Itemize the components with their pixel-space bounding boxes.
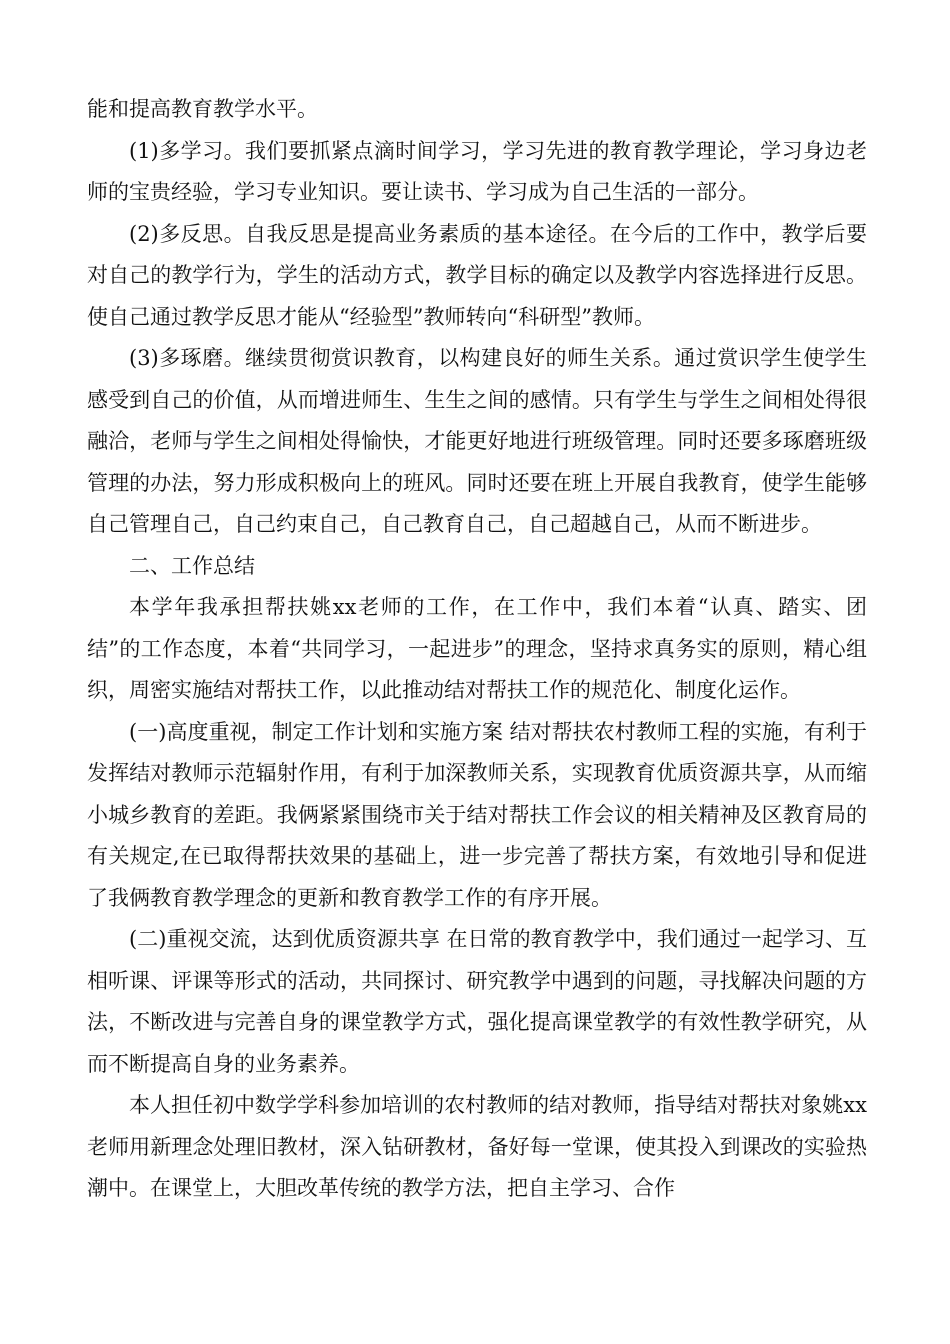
section-heading-work-summary: 二、工作总结 <box>129 553 255 578</box>
paragraph-ponder-more: (3)多琢磨。继续贯彻赏识教育，以构建良好的师生关系。通过赏识学生使学生感受到自己的价值，从而增进师生、生生之间的感情。只有学生与学生之间相处得很融洽，老师与学生之间相处得愉快，才能更好地进行班级管理。同时还要多琢磨班级管理的办法，努力形成积极向上的班风。同时还要在班上开展自我教育，使学生能够自己管理自己，自己约束自己，自己教育自己，自己超越自己，从而不断进步。 <box>87 346 867 536</box>
paragraph-exchange: (二)重视交流，达到优质资源共享 在日常的教育教学中，我们通过一起学习、互相听课、评课等形式的活动，共同探讨、研究教学中遇到的问题，寻找解决问题的方法，不断改进与完善自身的课堂教学方式，强化提高课堂教学的有效性教学研究，从而不断提高自身的业务素养。 <box>87 927 867 1076</box>
paragraph-mentoring: 本人担任初中数学学科参加培训的农村教师的结对教师，指导结对帮扶对象姚xx老师用新理念处理旧教材，深入钻研教材，备好每一堂课，使其投入到课改的实验热潮中。在课堂上，大胆改革传统的教学方法，把自主学习、合作 <box>87 1093 867 1200</box>
paragraph-attach-importance: (一)高度重视，制定工作计划和实施方案 结对帮扶农村教师工程的实施，有利于发挥结对教师示范辐射作用，有利于加深教师关系，实现教育优质资源共享，从而缩小城乡教育的差距。我俩紧紧围绕市关于结对帮扶工作会议的相关精神及区教育局的有关规定,在已取得帮扶效果的基础上，进一步完善了帮扶方案，有效地引导和促进了我俩教育教学理念的更新和教育教学工作的有序开展。 <box>87 719 867 910</box>
paragraph-reflect-more: (2)多反思。自我反思是提高业务素质的基本途径。在今后的工作中，教学后要对自己的教学行为，学生的活动方式，教学目标的确定以及教学内容选择进行反思。使自己通过教学反思才能从“经验型”教师转向“科研型”教师。 <box>87 221 867 329</box>
paragraph-summary-intro: 本学年我承担帮扶姚xx老师的工作，在工作中，我们本着“认真、踏实、团结”的工作态度，本着“共同学习，一起进步”的理念，坚持求真务实的原则，精心组织，周密实施结对帮扶工作，以此推动结对帮扶工作的规范化、制度化运作。 <box>87 595 867 702</box>
document-body <box>87 89 867 1210</box>
paragraph-continuation: 能和提高教育教学水平。 <box>87 97 318 121</box>
paragraph-study-more: (1)多学习。我们要抓紧点滴时间学习，学习先进的教育教学理论，学习身边老师的宝贵经验，学习专业知识。要让读书、学习成为自己生活的一部分。 <box>87 138 867 204</box>
